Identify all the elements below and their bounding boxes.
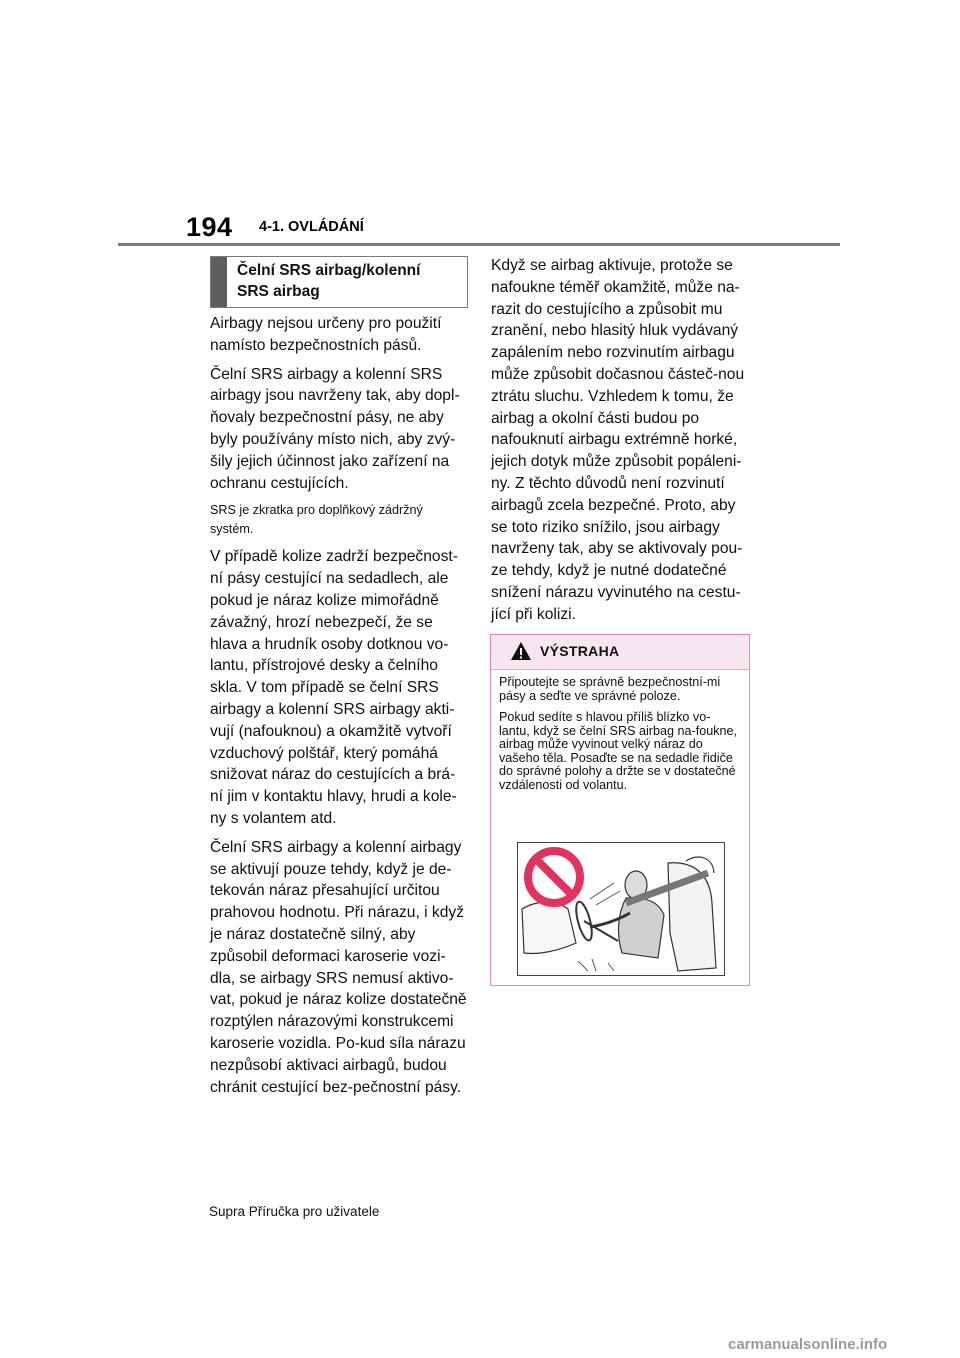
seating-illustration <box>517 842 725 976</box>
heading-text <box>237 261 459 302</box>
warning-header <box>491 635 749 670</box>
watermark: carmanualsonline.info <box>728 1336 888 1353</box>
heading-line-1: Čelní SRS airbag/kolenní <box>237 262 421 279</box>
section-heading <box>210 256 468 308</box>
warning-title: VÝSTRAHA <box>540 643 620 659</box>
note-paragraph: SRS je zkratka pro doplňkový zádržný systém. <box>210 503 423 536</box>
warning-box <box>490 634 750 986</box>
heading-line-2: SRS airbag <box>237 282 320 300</box>
left-column <box>210 313 468 1105</box>
paragraph: Airbagy nejsou určeny pro použití namísto bezpečnostních pásů. <box>210 315 442 354</box>
right-column <box>491 255 753 633</box>
footer-text: Supra Příručka pro uživatele <box>209 1204 380 1219</box>
paragraph: V případě kolize zadrží bezpečnost-ní pásy cestující na sedadlech, ale pokud je náraz kolize mimořádně závažný, hrozí nebezpečí, že se hlava a hrudník osoby dotknou vo-lantu, přístrojové desky a čelního skla. V tom případě se čelní SRS airbagy a kolenní SRS airbagy akti-vují (nafouknou) a okamžitě vytvoří vzduchový polštář, který pomáhá snižovat náraz do cestujících a brá-ní jim v kontaktu hlavy, hrudi a kole-ny s volantem atd. <box>210 548 458 827</box>
warning-triangle-icon <box>510 641 532 661</box>
driver-too-close-illustration <box>518 843 724 975</box>
page-number: 194 <box>186 212 233 242</box>
prohibited-sign-icon <box>528 851 580 903</box>
warning-paragraph: Připoutejte se správně bezpečnostní-mi pásy a seďte ve správné poloze. <box>499 675 721 703</box>
paragraph: Když se airbag aktivuje, protože se nafoukne téměř okamžitě, může na-razit do cestujícího a způsobit mu zranění, nebo hlasitý hluk vydávaný zapálením nebo rozvinutím airbagu může způsobit dočasnou částeč-nou ztrátu sluchu. Vzhledem k tomu, že airbag a okolní části budou po nafouknutí airbagu extrémně horké, jejich dotyk může způsobit popáleni-ny. Z těchto důvodů není rozvinutí airbagů zcela bezpečné. Proto, aby se toto riziko snížilo, jsou airbagy navrženy tak, aby se aktivovaly pou-ze tehdy, když je nutné dodatečné snížení nárazu vyvinutého na cestu-jící při kolizi. <box>491 257 745 623</box>
paragraph: Čelní SRS airbagy a kolenní SRS airbagy jsou navrženy tak, aby dopl-ňovaly bezpečnostní pásy, ne aby byly používány místo nich, aby zvý-šily jejich účinnost jako zařízení na ochranu cestujících. <box>210 365 460 492</box>
section-title: 4-1. OVLÁDÁNÍ <box>259 219 364 235</box>
warning-paragraph: Pokud sedíte s hlavou příliš blízko vo-lantu, když se čelní SRS airbag na-foukne, airbag může vyvinout velký náraz do vašeho těla. Posaďte se na sedadle řidiče do správné polohy a držte se v dostatečné vzdálenosti od volantu. <box>499 710 738 792</box>
paragraph: Čelní SRS airbagy a kolenní airbagy se aktivují pouze tehdy, když je de-tekován náraz přesahující určitou prahovou hodnotu. Při nárazu, i když je náraz dostatečně silný, aby způsobil deformaci karoserie vozi-dla, se airbagy SRS nemusí aktivo-vat, pokud je náraz kolize dostatečně rozptýlen nárazovými konstrukcemi karoserie vozidla. Po-kud síla nárazu nezpůsobí aktivaci airbagů, budou chránit cestující bez-pečnostní pásy. <box>210 838 467 1096</box>
header-divider <box>118 243 840 246</box>
warning-body <box>491 670 749 792</box>
heading-accent-bar <box>211 257 227 307</box>
